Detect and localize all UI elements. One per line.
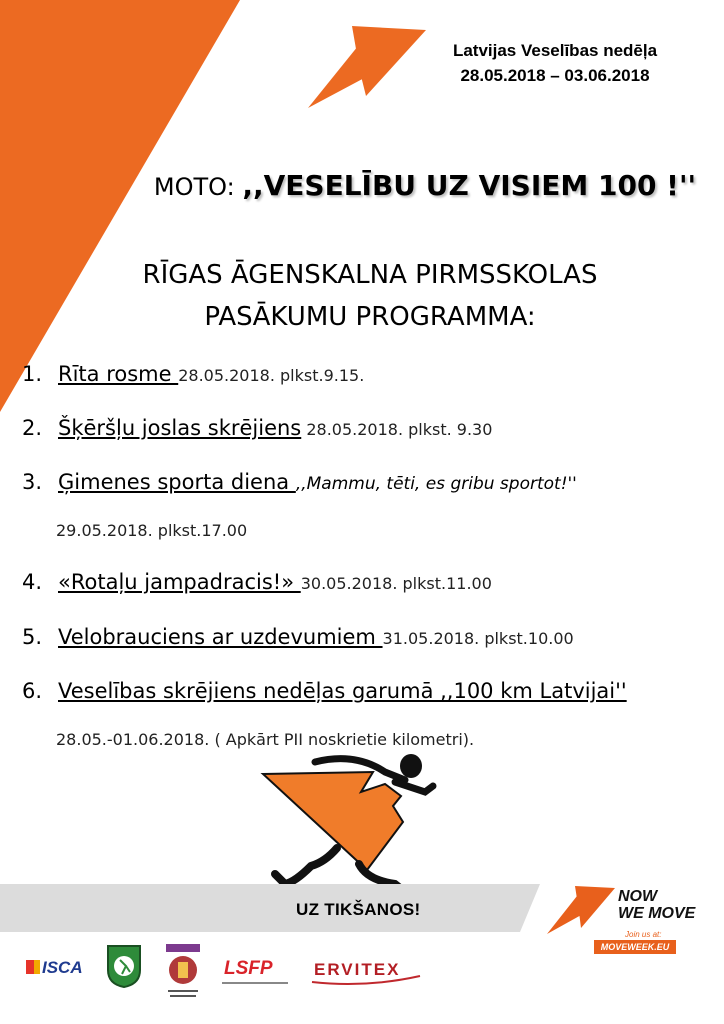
item-number: 5. (22, 625, 43, 649)
program-item (22, 416, 492, 440)
event-dates: 28.05.2018 – 03.06.2018 (460, 66, 650, 85)
item-name: Ģimenes sporta diena (58, 470, 296, 494)
program-item (22, 570, 492, 594)
item-quote: ,,Mammu, tēti, es gribu sportot!'' (295, 474, 577, 494)
event-name: Latvijas Veselības nedēļa (452, 41, 658, 60)
item-name: Šķēršļu joslas skrējiens (58, 416, 302, 440)
program-title-line2: PASĀKUMU PROGRAMMA: (204, 302, 536, 332)
now-we-move-line1: NOW (618, 888, 658, 905)
item-name: Veselības skrējiens nedēļas garumā ,,100 km Latvijai'' (58, 679, 627, 703)
now-we-move-line2: WE MOVE (618, 905, 696, 922)
ervitex-logo (308, 958, 424, 988)
item-date: 28.05.2018. plkst.9.15. (178, 366, 365, 385)
now-we-move-text (618, 888, 695, 922)
isca-text: ISCA (42, 958, 83, 977)
program-title (60, 254, 680, 338)
banner-text: UZ TIKŠANOS! (296, 900, 421, 919)
lsfp-underline (222, 982, 288, 984)
banner-background (0, 884, 540, 932)
item-date: 28.05.2018. plkst. 9.30 (301, 420, 493, 439)
item-date: 31.05.2018. plkst.10.00 (382, 629, 574, 648)
item-number: 2. (22, 416, 43, 440)
item-number: 1. (22, 362, 43, 386)
item-date: 30.05.2018. plkst.11.00 (300, 574, 492, 593)
item-name: Velobrauciens ar uzdevumiem (58, 625, 383, 649)
join-us-label: Join us at: (625, 930, 662, 939)
isca-logo (26, 956, 98, 980)
program-item (22, 625, 574, 649)
ltsa-shield-icon (106, 944, 142, 988)
motto (140, 168, 710, 202)
moveweek-link: MOVEWEEK.EU (594, 940, 676, 954)
item-number: 4. (22, 570, 43, 594)
ministry-coat-of-arms-icon (160, 944, 206, 1000)
program-item (22, 470, 577, 494)
item-number: 6. (22, 679, 43, 703)
move-week-logo-icon (306, 26, 428, 110)
program-item (22, 362, 364, 386)
program-title-line1: RĪGAS ĀGENSKALNA PIRMSSKOLAS (142, 260, 598, 290)
item-date: 28.05.-01.06.2018. ( Apkārt PII noskrietie kilometri). (56, 730, 475, 749)
lsfp-logo (222, 958, 292, 990)
ervitex-text: ERVITEX (314, 960, 401, 979)
program-item (22, 679, 627, 703)
motto-slogan: ,,VESELĪBU UZ VISIEM 100 !'' (242, 169, 697, 202)
item-name: Rīta rosme (58, 362, 179, 386)
item-date: 29.05.2018. plkst.17.00 (56, 521, 248, 540)
lsfp-text: LSFP (224, 958, 273, 979)
item-name: «Rotaļu jampadracis!» (58, 570, 301, 594)
runner-illustration-icon (255, 752, 455, 902)
event-header (424, 38, 686, 88)
motto-label: MOTO: (153, 173, 243, 201)
item-number: 3. (22, 470, 43, 494)
